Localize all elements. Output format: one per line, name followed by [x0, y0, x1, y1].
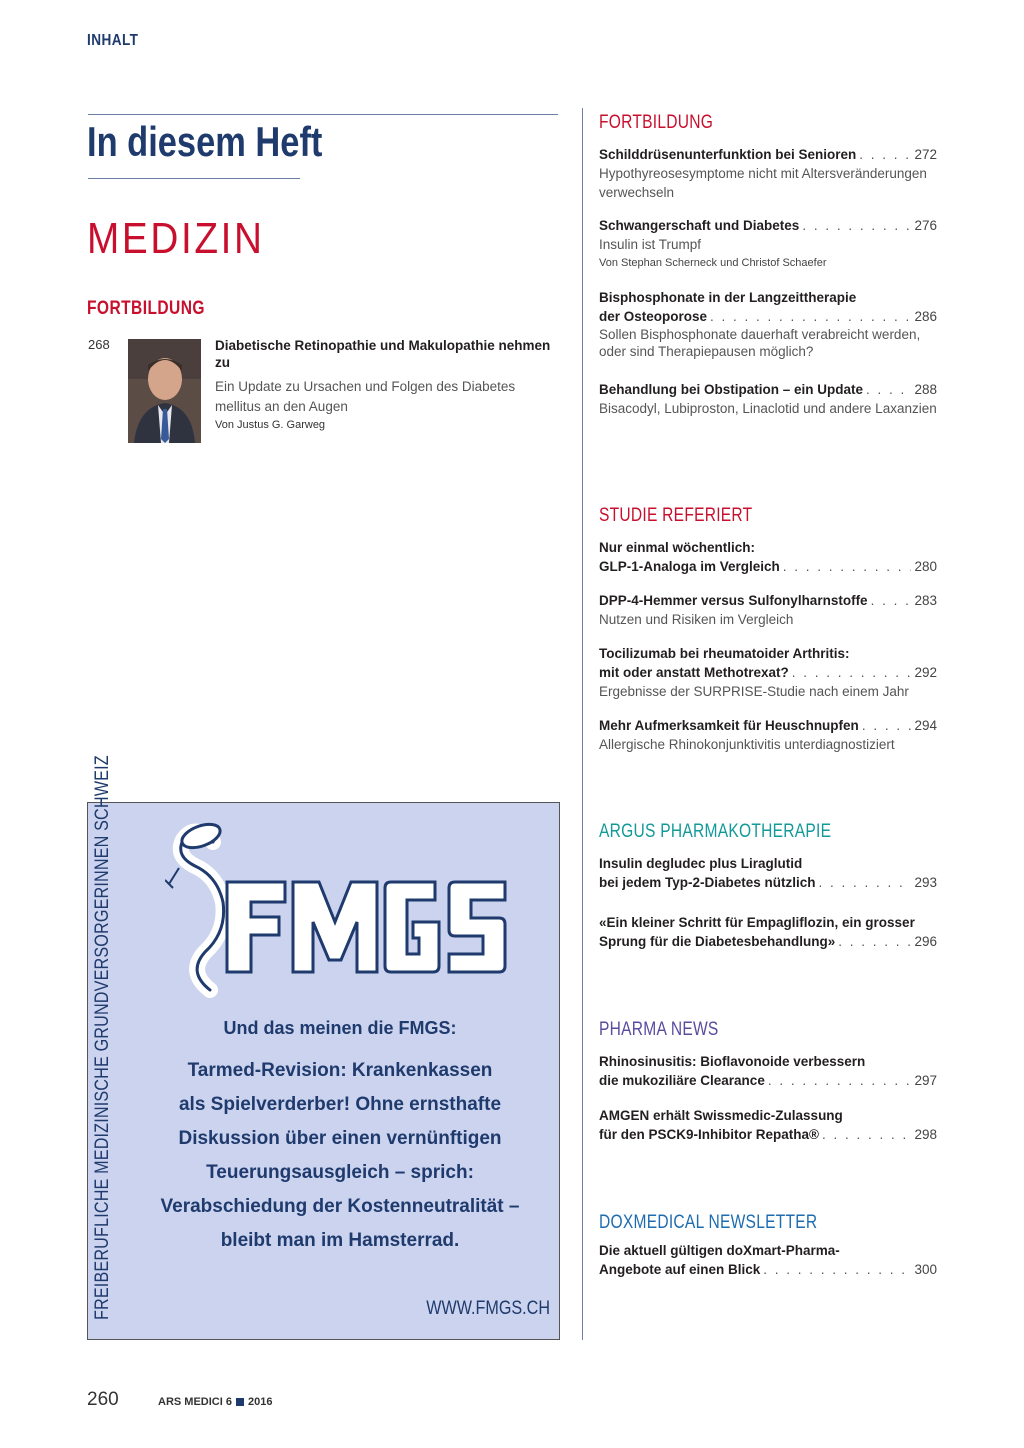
column-divider: [582, 108, 583, 1340]
ad-vertical-label: FREIBERUFLICHE MEDIZINISCHE GRUNDVERSORGERINNEN SCHWEIZ: [92, 755, 113, 1320]
category-label-doxmedical: DOXMEDICAL NEWSLETTER: [599, 1212, 818, 1233]
ad-vertical-text: [92, 755, 114, 1320]
leader-dots: [862, 716, 912, 735]
leader-dots: [710, 307, 911, 326]
ad-line: Tarmed-Revision: Krankenkassen: [187, 1060, 493, 1081]
toc-entry-title: Nur einmal wöchentlich:: [599, 540, 756, 555]
toc-entry-title: «Ein kleiner Schritt für Empagliflozin, ein grosser: [599, 915, 915, 930]
ad-line: Verabschiedung der Kostenneutralität –: [160, 1196, 520, 1217]
leader-dots: [802, 216, 911, 235]
toc-entry[interactable]: [599, 1241, 937, 1279]
ad-line: bleibt man im Hamsterrad.: [220, 1230, 460, 1251]
toc-entry-title: Die aktuell gültigen doXmart-Pharma-: [599, 1243, 840, 1258]
ad-body-text: [140, 1054, 540, 1258]
article-subtitle: Ein Update zu Ursachen und Folgen des Diabetes mellitus an den Augen: [215, 379, 516, 414]
toc-entry-title: Mehr Aufmerksamkeit für Heuschnupfen: [599, 718, 859, 733]
toc-page-number: 300: [914, 1262, 937, 1277]
ad-heading: Und das meinen die FMGS:: [223, 1018, 457, 1038]
footer-year: 2016: [247, 1396, 273, 1408]
category-label-argus: ARGUS PHARMAKOTHERAPIE: [599, 821, 832, 842]
toc-entry[interactable]: [599, 538, 937, 576]
ad-line: Diskussion über einen vernünftigen: [178, 1128, 502, 1149]
section-header-label: INHALT: [87, 32, 139, 49]
toc-entry[interactable]: [599, 854, 937, 892]
toc-entry-title: Tocilizumab bei rheumatoider Arthritis:: [599, 646, 850, 661]
leader-dots: [763, 1260, 911, 1279]
leader-dots: [871, 591, 912, 610]
category-label-fortbildung: FORTBILDUNG: [87, 298, 205, 319]
footer-page-number: 260: [87, 1389, 119, 1410]
toc-entry[interactable]: [599, 591, 937, 629]
toc-entry-title: die mukoziliäre Clearance: [599, 1073, 765, 1088]
leader-dots: [792, 663, 912, 682]
toc-entry[interactable]: [599, 913, 937, 951]
toc-entry[interactable]: [599, 1106, 937, 1144]
leader-dots: [819, 873, 912, 892]
article-author: Von Justus G. Garweg: [215, 419, 326, 431]
toc-entry-subtitle: Sollen Bisphosphonate dauerhaft verabreicht werden, oder sind Therapiepausen möglich?: [599, 327, 921, 359]
toc-page-number: 296: [914, 934, 937, 949]
article-title[interactable]: Diabetische Retinopathie und Makulopathie nehmen zu: [215, 338, 551, 370]
divider: [88, 178, 300, 179]
toc-entry-title: Schilddrüsenunterfunktion bei Senioren: [599, 147, 857, 162]
toc-entry-title: AMGEN erhält Swissmedic-Zulassung: [599, 1108, 843, 1123]
toc-page-number: 276: [914, 218, 937, 233]
toc-entry[interactable]: [599, 288, 937, 360]
toc-entry-subtitle: Ergebnisse der SURPRISE-Studie nach einem Jahr: [599, 684, 909, 699]
toc-page-number: 272: [914, 147, 937, 162]
leader-dots: [768, 1071, 912, 1090]
toc-entry-title: Behandlung bei Obstipation – ein Update: [599, 382, 864, 397]
toc-page-number: 288: [914, 382, 937, 397]
toc-entry[interactable]: [599, 145, 937, 202]
leader-dots: [838, 932, 911, 951]
divider: [88, 114, 558, 115]
toc-page-number: 297: [914, 1073, 937, 1088]
category-label-studie: STUDIE REFERIERT: [599, 505, 753, 526]
toc-entry-subtitle: Bisacodyl, Lubiproston, Linaclotid und andere Laxanzien: [599, 401, 937, 416]
toc-entry-title: GLP-1-Analoga im Vergleich: [599, 559, 780, 574]
ad-line: Teuerungsausgleich – sprich:: [206, 1162, 474, 1183]
leader-dots: [822, 1125, 912, 1144]
toc-entry-author: Von Stephan Scherneck und Christof Schaefer: [599, 257, 827, 269]
toc-entry[interactable]: [599, 644, 937, 701]
leader-dots: [866, 380, 911, 399]
page-title: In diesem Heft: [87, 118, 323, 165]
toc-page-number: 280: [914, 559, 937, 574]
toc-page-number: 283: [914, 593, 937, 608]
toc-entry-title: für den PSCK9-Inhibitor Repatha®: [599, 1127, 819, 1142]
leader-dots: [859, 145, 911, 164]
toc-entry-subtitle: Insulin ist Trumpf: [599, 237, 702, 252]
toc-entry[interactable]: [599, 1052, 937, 1090]
toc-entry[interactable]: [599, 216, 937, 273]
toc-page-number: 294: [914, 718, 937, 733]
toc-entry[interactable]: [599, 716, 937, 754]
toc-entry-title: bei jedem Typ-2-Diabetes nützlich: [599, 875, 816, 890]
toc-page-number: 292: [914, 665, 937, 680]
toc-entry-title: Bisphosphonate in der Langzeittherapie: [599, 290, 857, 305]
toc-entry-title: Rhinosinusitis: Bioflavonoide verbessern: [599, 1054, 866, 1069]
leader-dots: [783, 557, 912, 576]
toc-entry-title: der Osteoporose: [599, 309, 708, 324]
ad-website-link[interactable]: WWW.FMGS.CH: [426, 1298, 550, 1319]
toc-entry-title: Sprung für die Diabetesbehandlung»: [599, 934, 836, 949]
toc-entry-title: Schwangerschaft und Diabetes: [599, 218, 800, 233]
toc-entry[interactable]: [599, 380, 937, 418]
toc-page-number: 286: [914, 309, 937, 324]
ad-line: als Spielverderber! Ohne ernsthafte: [178, 1094, 502, 1115]
toc-entry-title: mit oder anstatt Methotrexat?: [599, 665, 789, 680]
footer-journal: [158, 1396, 272, 1408]
footer-journal-name: ARS MEDICI 6: [158, 1396, 232, 1408]
fmgs-logo: [165, 822, 510, 1002]
square-icon: [236, 1398, 244, 1406]
toc-entry-title: Angebote auf einen Blick: [599, 1262, 761, 1277]
author-portrait-photo: [128, 339, 201, 443]
toc-page-number: 298: [914, 1127, 937, 1142]
toc-entry-title: Insulin degludec plus Liraglutid: [599, 856, 803, 871]
category-label-pharma-news: PHARMA NEWS: [599, 1019, 719, 1040]
toc-entry-title: DPP-4-Hemmer versus Sulfonylharnstoffe: [599, 593, 868, 608]
article-page-number: 268: [88, 337, 110, 352]
toc-entry-subtitle: Allergische Rhinokonjunktivitis unterdiagnostiziert: [599, 737, 895, 752]
section-title-medizin: MEDIZIN: [87, 214, 265, 263]
toc-entry-subtitle: Nutzen und Risiken im Vergleich: [599, 612, 794, 627]
toc-page-number: 293: [914, 875, 937, 890]
category-label-fortbildung-right: FORTBILDUNG: [599, 112, 714, 133]
toc-entry-subtitle: Hypothyreosesymptome nicht mit Altersveränderungen verwechseln: [599, 166, 927, 200]
